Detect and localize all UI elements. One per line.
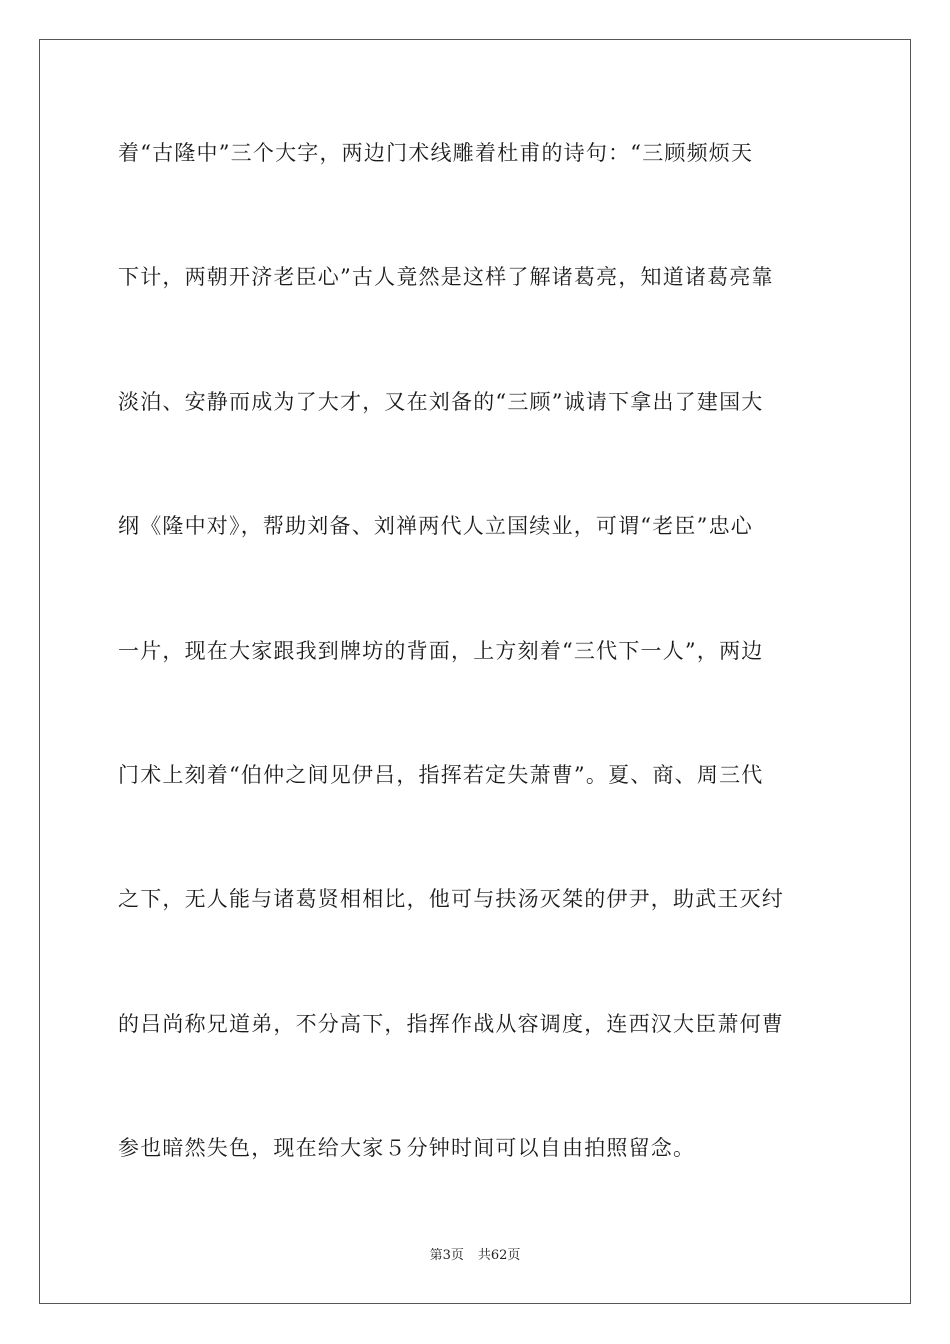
page-footer bbox=[0, 1247, 950, 1265]
text-line-3: 淡泊、安静而成为了大才，又在刘备的“三顾”诚请下拿出了建国大 bbox=[118, 389, 764, 414]
text-line-9: 参也暗然失色，现在给大家５分钟时间可以自由拍照留念。 bbox=[118, 1136, 696, 1161]
page-total: 共62页 bbox=[477, 1248, 521, 1263]
text-line-6: 门术上刻着“伯仲之间见伊吕，指挥若定失萧曹”。夏、商、周三代 bbox=[118, 762, 764, 787]
text-line-7: 之下，无人能与诸葛贤相相比，他可与扶汤灭桀的伊尹，助武王灭纣 bbox=[118, 887, 784, 912]
text-line-4: 纲《隆中对》，帮助刘备、刘禅两代人立国续业，可谓“老臣”忠心 bbox=[118, 514, 753, 539]
text-line-2: 下计，两朝开济老臣心”古人竟然是这样了解诸葛亮，知道诸葛亮靠 bbox=[118, 265, 774, 290]
page-number: 第3页 bbox=[429, 1248, 464, 1263]
text-line-8: 的吕尚称兄道弟，不分高下，指挥作战从容调度，连西汉大臣萧何曹 bbox=[118, 1011, 784, 1036]
text-line-5: 一片，现在大家跟我到牌坊的背面，上方刻着“三代下一人”，两边 bbox=[118, 638, 764, 663]
document-body bbox=[118, 128, 834, 1248]
text-line-1: 着“古隆中”三个大字，两边门术线雕着杜甫的诗句：“三顾频烦天 bbox=[118, 141, 754, 165]
